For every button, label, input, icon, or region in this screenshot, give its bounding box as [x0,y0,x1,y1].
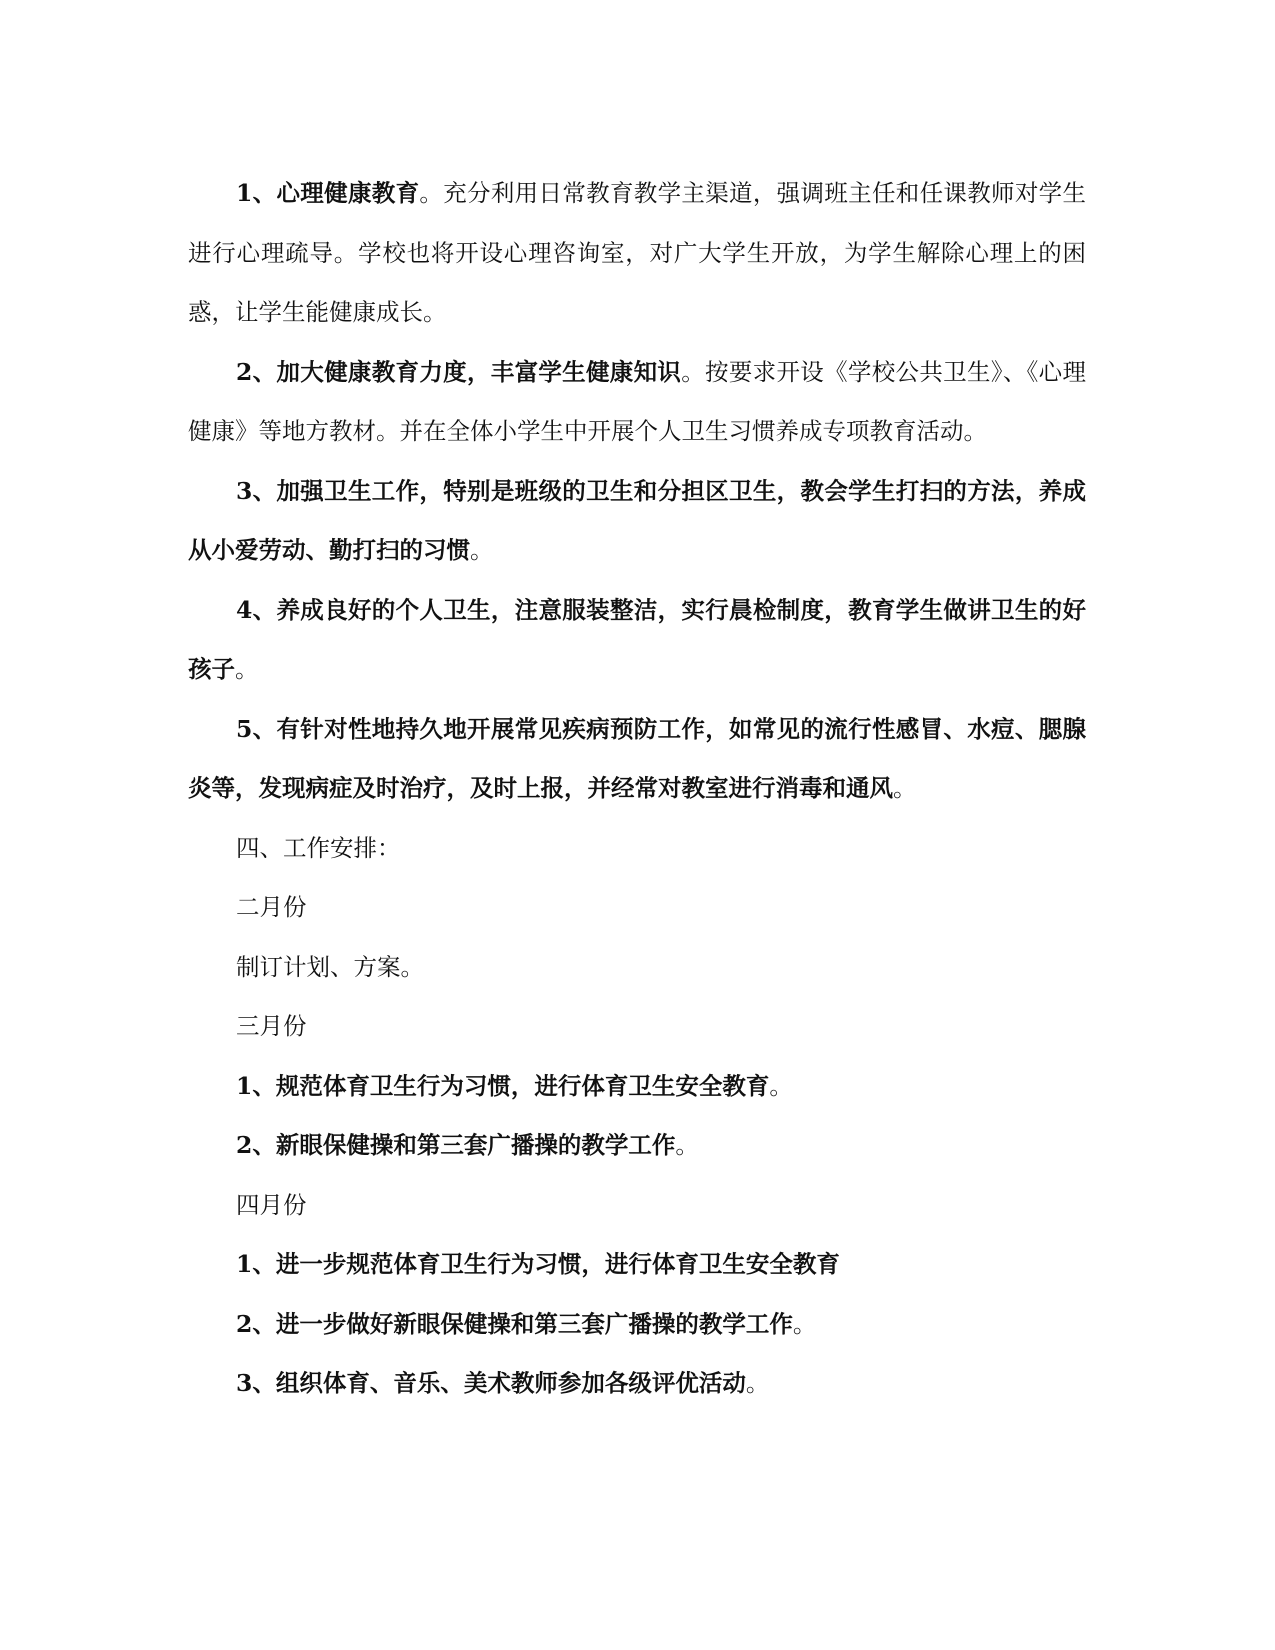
document-body [188,164,1086,1414]
paragraph-personal-hygiene [188,581,1086,700]
paragraph-text: 。 [745,1369,770,1397]
paragraph-hygiene-work [188,462,1086,581]
paragraph-mental-health [188,164,1086,343]
march-item-1 [188,1057,1086,1117]
april-item-2 [188,1295,1086,1355]
paragraph-text: 三月份 [236,1012,307,1040]
paragraph-text: 。 [470,536,494,564]
month-heading-february [188,878,1086,938]
paragraph-text: 四、工作安排： [236,833,401,862]
paragraph-lead: 2、加大健康教育力度，丰富学生健康知识 [236,357,682,386]
paragraph-text: 。 [675,1131,699,1159]
march-item-2 [188,1116,1086,1176]
paragraph-health-education [188,343,1086,462]
paragraph-lead: 4、养成良好的个人卫生，注意服装整洁，实行晨检制度，教育学生做讲卫生的好孩子 [188,595,1086,683]
paragraph-lead: 5、有针对性地持久地开展常见疾病预防工作，如常见的流行性感冒、水痘、腮腺炎等，发现病症及时治疗，及时上报，并经常对教室进行消毒和通风 [188,714,1086,802]
paragraph-lead: 1、规范体育卫生行为习惯，进行体育卫生安全教育 [236,1071,770,1100]
paragraph-lead: 2、新眼保健操和第三套广播操的教学工作 [236,1131,676,1159]
paragraph-text: 二月份 [236,893,307,921]
paragraph-lead: 3、组织体育、音乐、美术教师参加各级评优活动 [236,1369,746,1397]
month-heading-march [188,997,1086,1057]
paragraph-text: 。按要求开设《学校公共卫生》、《心理健康》等地方教材。并在全体小学生中开展个人卫生习惯养成专项教育活动。 [188,357,1086,445]
paragraph-lead: 1、进一步规范体育卫生行为习惯，进行体育卫生安全教育 [236,1250,840,1278]
paragraph-text: 制订计划、方案。 [236,952,424,981]
april-item-3 [188,1354,1086,1414]
paragraph-lead: 2、进一步做好新眼保健操和第三套广播操的教学工作 [236,1309,793,1338]
paragraph-text: 。 [235,655,259,683]
paragraph-text: 。 [769,1071,793,1100]
paragraph-text: 。充分利用日常教育教学主渠道，强调班主任和任课教师对学生进行心理疏导。学校也将开设心理咨询室，对广大学生开放，为学生解除心理上的困惑，让学生能健康成长。 [188,179,1086,326]
paragraph-lead: 3、加强卫生工作，特别是班级的卫生和分担区卫生，教会学生打扫的方法，养成从小爱劳动、勤打扫的习惯 [188,476,1086,564]
paragraph-disease-prevention [188,700,1086,819]
february-item [188,938,1086,998]
paragraph-lead: 1、心理健康教育 [236,179,420,207]
paragraph-text: 。 [792,1309,817,1338]
section-heading-work-schedule [188,819,1086,879]
april-item-1 [188,1235,1086,1295]
paragraph-text: 四月份 [236,1190,307,1219]
month-heading-april [188,1176,1086,1236]
paragraph-text: 。 [893,774,917,802]
